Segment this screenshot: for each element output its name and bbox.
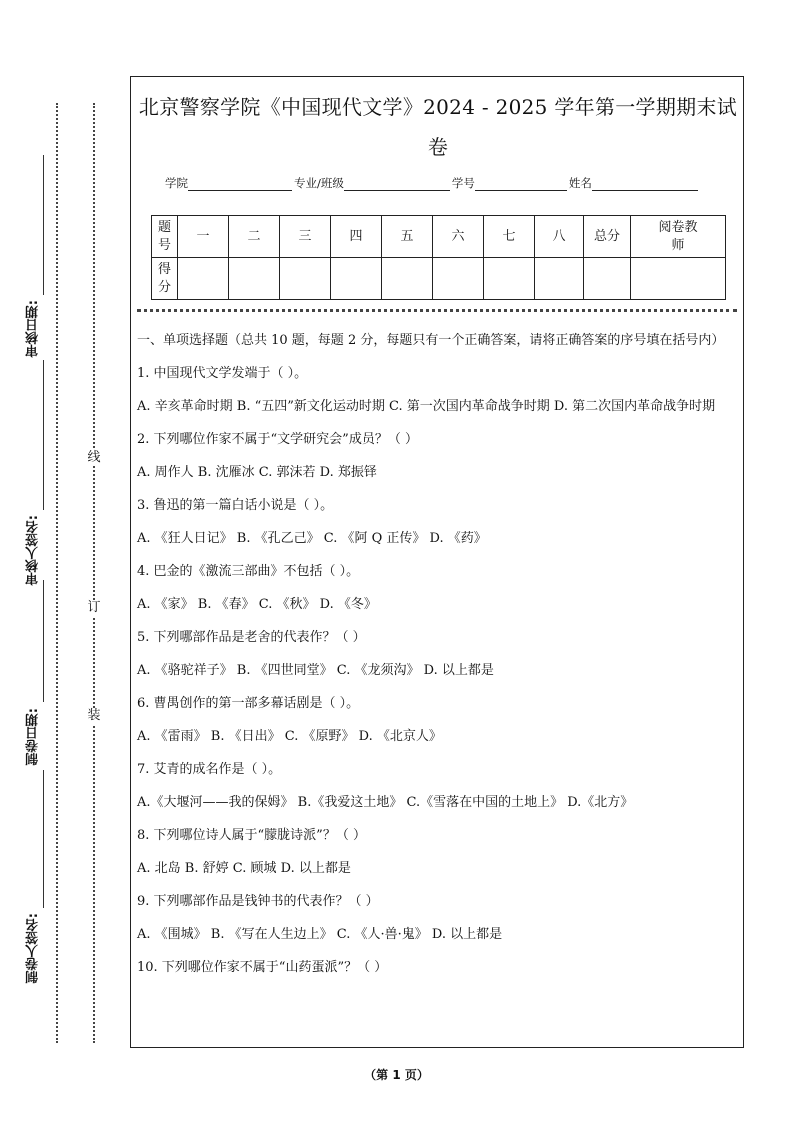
grader-label: 阅卷教师 <box>658 219 698 253</box>
question-7-options: A.《大堰河——我的保姆》 B.《我爱这土地》 C.《雪落在中国的土地上》 D.《北方》 <box>137 795 634 810</box>
header-cell-grader <box>631 216 726 258</box>
field-label-major: 专业/班级 <box>294 176 344 190</box>
maker-sign-label: 制卷人签名: <box>26 913 41 984</box>
score-cell-5[interactable] <box>382 258 433 300</box>
page-number: （第 1 页） <box>364 1068 429 1082</box>
header-cell-4: 四 <box>331 216 382 258</box>
reviewer-sign-line[interactable] <box>43 360 44 510</box>
section-separator <box>137 309 737 312</box>
question-3: 3. 鲁迅的第一篇白话小说是（ ）。 <box>137 498 334 513</box>
binding-mark-zhuang: 装 <box>87 708 101 723</box>
binding-dotted-line-outer <box>93 103 95 1043</box>
header-cell-8: 八 <box>535 216 584 258</box>
exam-title: 北京警察学院《中国现代文学》2024 - 2025 学年第一学期期末试卷 <box>138 95 738 159</box>
header-cell-6: 六 <box>433 216 484 258</box>
question-6-options: A. 《雷雨》 B. 《日出》 C. 《原野》 D. 《北京人》 <box>137 729 442 744</box>
score-cell-total[interactable] <box>584 258 631 300</box>
review-date-label: 审核日期: <box>26 300 41 358</box>
question-9: 9. 下列哪部作品是钱钟书的代表作？（ ） <box>137 894 379 909</box>
header-cell-3: 三 <box>280 216 331 258</box>
score-cell-1[interactable] <box>178 258 229 300</box>
question-8-options: A. 北岛 B. 舒婷 C. 顾城 D. 以上都是 <box>137 861 351 876</box>
header-label-cell: 题号 <box>152 216 178 258</box>
header-cell-5: 五 <box>382 216 433 258</box>
field-label-school: 学院 <box>165 176 188 190</box>
maker-sign-line[interactable] <box>43 770 44 908</box>
student-info-row <box>165 175 700 191</box>
score-table <box>151 215 726 300</box>
header-cell-7: 七 <box>484 216 535 258</box>
header-cell-2: 二 <box>229 216 280 258</box>
reviewer-sign-label: 审核人签名: <box>26 515 41 586</box>
exam-frame <box>130 76 744 1048</box>
score-cell-7[interactable] <box>484 258 535 300</box>
score-cell-grader[interactable] <box>631 258 726 300</box>
school-field[interactable] <box>188 177 292 191</box>
binding-mark-line: 线 <box>87 450 101 465</box>
make-date-label: 制卷日期: <box>26 708 41 766</box>
binding-mark-ding: 订 <box>87 600 101 615</box>
field-label-name: 姓名 <box>568 176 592 190</box>
review-date-line[interactable] <box>43 155 44 295</box>
score-cell-8[interactable] <box>535 258 584 300</box>
question-7: 7. 艾青的成名作是（ ）。 <box>137 762 282 777</box>
question-10: 10. 下列哪位作家不属于“山药蛋派”？（ ） <box>137 960 388 975</box>
binding-dotted-line-inner <box>56 103 58 1043</box>
question-6: 6. 曹禺创作的第一部多幕话剧是（ ）。 <box>137 696 360 711</box>
question-5-options: A. 《骆驼祥子》 B. 《四世同堂》 C. 《龙须沟》 D. 以上都是 <box>137 663 494 678</box>
question-5: 5. 下列哪部作品是老舍的代表作？（ ） <box>137 630 366 645</box>
question-1: 1. 中国现代文学发端于（ ）。 <box>137 366 308 381</box>
question-2: 2. 下列哪位作家不属于“文学研究会”成员？（ ） <box>137 432 418 447</box>
score-table-header-row <box>152 216 726 258</box>
name-field[interactable] <box>592 177 698 191</box>
field-label-id: 学号 <box>451 176 475 190</box>
question-9-options: A. 《围城》 B. 《写在人生边上》 C. 《人·兽·鬼》 D. 以上都是 <box>137 927 503 942</box>
section-single-choice <box>137 330 739 990</box>
make-date-line[interactable] <box>43 580 44 702</box>
question-2-options: A. 周作人 B. 沈雁冰 C. 郭沫若 D. 郑振铎 <box>137 465 377 480</box>
header-cell-1: 一 <box>178 216 229 258</box>
section-heading: 一、单项选择题（总共 10 题，每题 2 分，每题只有一个正确答案，请将正确答案的序号填在括号内） <box>137 333 725 348</box>
header-cell-total: 总分 <box>584 216 631 258</box>
score-label-cell: 得分 <box>152 258 178 300</box>
score-cell-2[interactable] <box>229 258 280 300</box>
question-4-options: A. 《家》 B. 《春》 C. 《秋》 D. 《冬》 <box>137 597 377 612</box>
student-id-field[interactable] <box>475 177 567 191</box>
score-cell-3[interactable] <box>280 258 331 300</box>
question-1-options: A. 辛亥革命时期 B. “五四”新文化运动时期 C. 第一次国内革命战争时期 D. 第二次国内革命战争时期 <box>137 399 716 414</box>
score-table-score-row <box>152 258 726 300</box>
question-8: 8. 下列哪位诗人属于“朦胧诗派”？（ ） <box>137 828 366 843</box>
score-cell-4[interactable] <box>331 258 382 300</box>
score-cell-6[interactable] <box>433 258 484 300</box>
question-4: 4. 巴金的《激流三部曲》不包括（ ）。 <box>137 564 360 579</box>
question-3-options: A. 《狂人日记》 B. 《孔乙己》 C. 《阿 Q 正传》 D. 《药》 <box>137 531 487 546</box>
major-class-field[interactable] <box>344 177 450 191</box>
